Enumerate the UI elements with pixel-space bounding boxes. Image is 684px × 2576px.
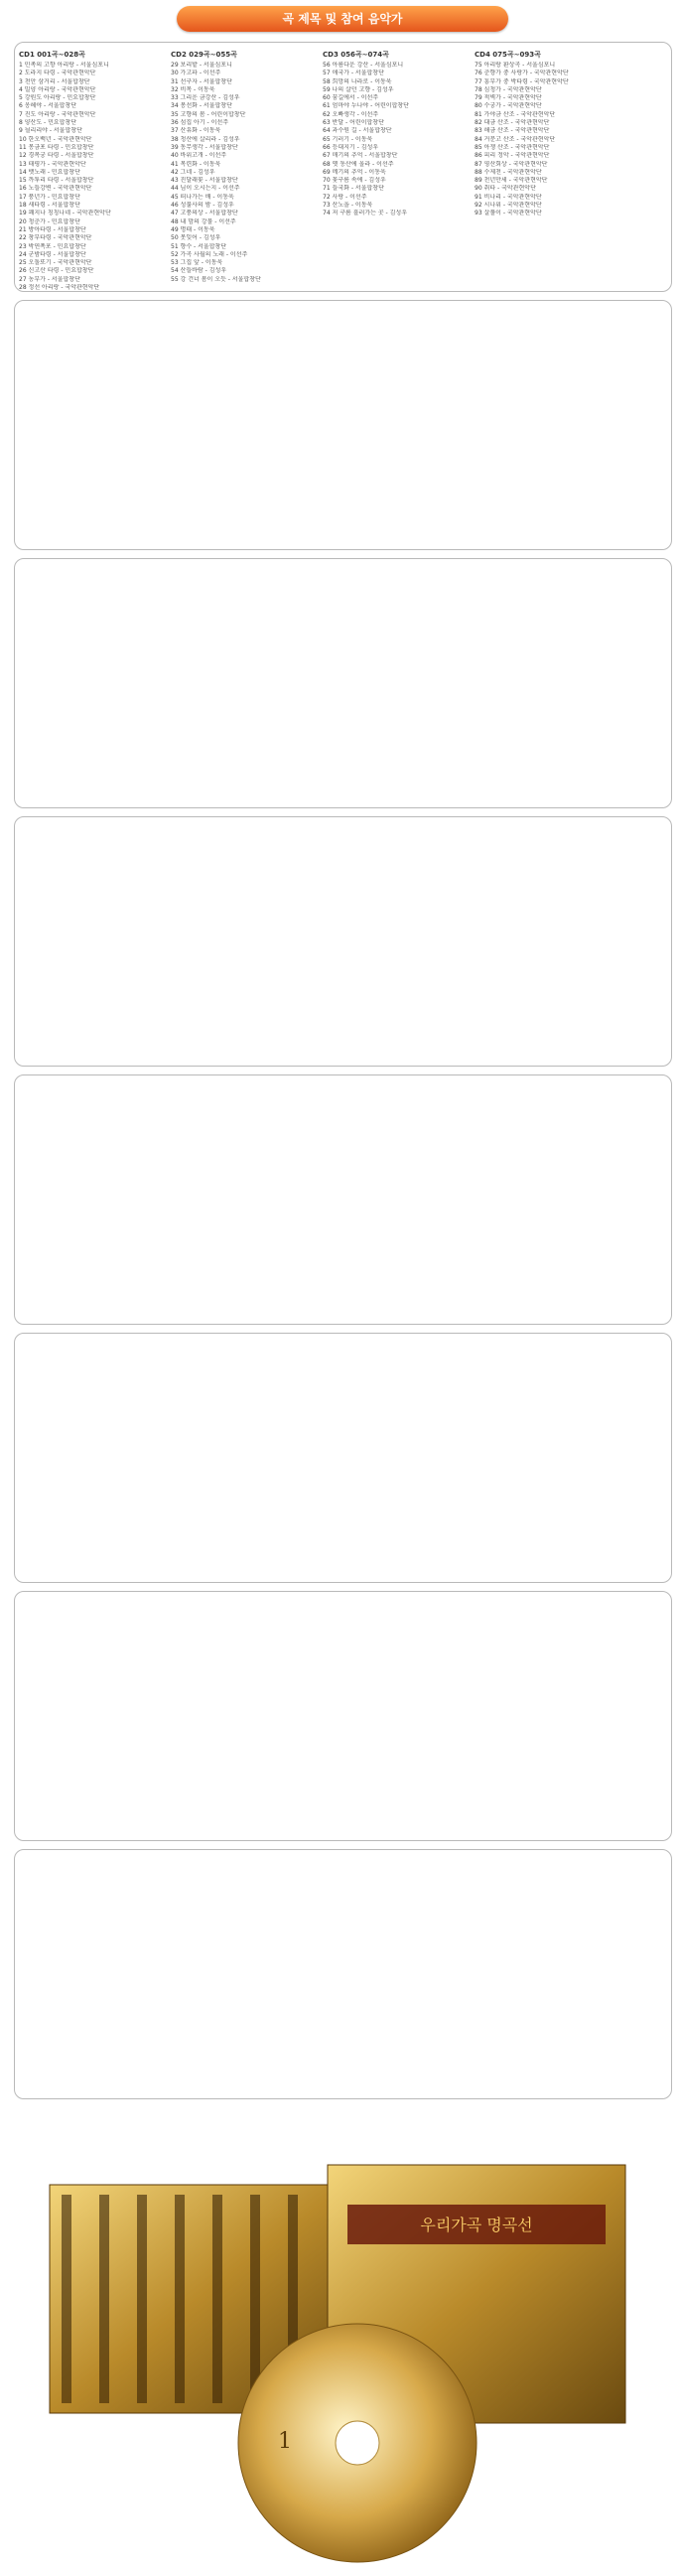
- track-item: 31 선구자 - 서울합창단: [171, 77, 232, 85]
- track-item: 40 바위고개 - 이선주: [171, 152, 227, 160]
- track-item: 46 성불사의 밤 - 김성우: [171, 202, 234, 210]
- track-item: 93 살풀이 - 국악관현악단: [475, 210, 542, 217]
- track-panel-5: [14, 1074, 672, 1325]
- track-item: 66 등대지기 - 김성우: [323, 143, 379, 151]
- product-image: [30, 2145, 655, 2572]
- track-item: 45 떠나가는 배 - 이동욱: [171, 193, 234, 201]
- disc-title: CD1 001곡~028곡: [19, 51, 85, 59]
- track-item: 56 아름다운 강산 - 서울심포니: [323, 62, 404, 69]
- track-item: 69 메기의 추억 - 이동욱: [323, 168, 386, 176]
- track-panel-8: [14, 1849, 672, 2099]
- track-item: 51 향수 - 서울합창단: [171, 242, 227, 250]
- track-item: 2 도라지 타령 - 국악관현악단: [19, 70, 96, 77]
- track-item: 50 못잊어 - 김성우: [171, 234, 221, 242]
- track-item: 65 기러기 - 이동욱: [323, 135, 373, 143]
- track-item: 62 오빠생각 - 이선주: [323, 110, 379, 118]
- box-label: 우리가곡 명곡선: [420, 2216, 533, 2234]
- track-item: 77 흥부가 중 박타령 - 국악관현악단: [475, 77, 569, 85]
- track-item: 54 산들바람 - 김성우: [171, 267, 227, 275]
- track-item: 76 춘향가 중 사랑가 - 국악관현악단: [475, 70, 569, 77]
- track-item: 92 시나위 - 국악관현악단: [475, 202, 542, 210]
- track-item: 33 그리운 금강산 - 김성우: [171, 94, 240, 102]
- track-item: 41 목련화 - 이동욱: [171, 160, 221, 168]
- track-item: 57 애국가 - 서울합창단: [323, 70, 384, 77]
- track-item: 81 가야금 산조 - 국악관현악단: [475, 110, 556, 118]
- track-item: 86 피리 정악 - 국악관현악단: [475, 152, 550, 160]
- track-item: 78 심청가 - 국악관현악단: [475, 85, 542, 93]
- track-item: 44 님이 오시는지 - 이선주: [171, 185, 240, 193]
- disc-column-4: [475, 51, 623, 292]
- track-item: 1 민족의 고향 아리랑 - 서울심포니: [19, 62, 109, 69]
- disc-title: CD3 056곡~074곡: [323, 51, 389, 59]
- track-item: 4 밀양 아리랑 - 국악관현악단: [19, 85, 96, 93]
- track-item: 72 사랑 - 이선주: [323, 193, 367, 201]
- track-item: 10 한오백년 - 국악관현악단: [19, 135, 92, 143]
- track-item: 67 매기의 추억 - 서울합창단: [323, 152, 398, 160]
- track-item: 39 동무생각 - 서울합창단: [171, 143, 238, 151]
- track-item: 38 청산에 살리라 - 김성우: [171, 135, 240, 143]
- disc-row-1: [19, 51, 667, 292]
- track-item: 28 정선 아리랑 - 국악관현악단: [19, 284, 100, 292]
- track-item: 79 적벽가 - 국악관현악단: [475, 94, 542, 102]
- track-list: [475, 62, 623, 218]
- track-item: 70 꽃구름 속에 - 김성우: [323, 177, 386, 185]
- disc-column-3: [323, 51, 472, 292]
- track-list: [171, 62, 320, 284]
- track-item: 17 풍년가 - 민요합창단: [19, 193, 80, 201]
- track-item: 60 꿈길에서 - 이선주: [323, 94, 379, 102]
- track-item: 9 늴리리야 - 서울합창단: [19, 127, 82, 135]
- track-item: 84 거문고 산조 - 국악관현악단: [475, 135, 556, 143]
- track-item: 64 과수원 길 - 서울합창단: [323, 127, 392, 135]
- track-panel-2: [14, 300, 672, 550]
- disc-title: CD2 029곡~055곡: [171, 51, 237, 59]
- track-item: 58 희망의 나라로 - 이동욱: [323, 77, 392, 85]
- track-item: 42 그네 - 김성우: [171, 168, 215, 176]
- track-item: 29 보리밭 - 서울심포니: [171, 62, 232, 69]
- page-title: 곡 제목 및 참여 음악가: [282, 12, 403, 26]
- track-item: 87 영산회상 - 국악관현악단: [475, 160, 548, 168]
- track-item: 91 비나리 - 국악관현악단: [475, 193, 542, 201]
- track-item: 61 엄마야 누나야 - 어린이합창단: [323, 102, 409, 110]
- disc-title: CD4 075곡~093곡: [475, 51, 541, 59]
- cd-number: 1: [278, 2429, 292, 2454]
- track-item: 59 나의 살던 고향 - 김성우: [323, 85, 394, 93]
- track-item: 22 창부타령 - 국악관현악단: [19, 234, 92, 242]
- track-list: [323, 62, 472, 218]
- track-item: 34 봉선화 - 서울합창단: [171, 102, 232, 110]
- track-item: 83 해금 산조 - 국악관현악단: [475, 127, 550, 135]
- track-item: 68 옛 동산에 올라 - 이선주: [323, 160, 394, 168]
- header-banner: [177, 6, 508, 32]
- track-item: 35 고향의 봄 - 어린이합창단: [171, 110, 246, 118]
- track-item: 52 가곡 사월의 노래 - 이선주: [171, 250, 248, 258]
- track-panel-7: [14, 1591, 672, 1841]
- disc-column-2: [171, 51, 320, 292]
- track-item: 24 군밤타령 - 서울합창단: [19, 250, 86, 258]
- track-panel-6: [14, 1333, 672, 1583]
- track-item: 71 들국화 - 서울합창단: [323, 185, 384, 193]
- track-item: 3 천안 삼거리 - 서울합창단: [19, 77, 90, 85]
- track-item: 14 뱃노래 - 민요합창단: [19, 168, 80, 176]
- track-item: 27 농부가 - 서울합창단: [19, 275, 80, 283]
- track-panel-3: [14, 558, 672, 808]
- track-item: 13 태평가 - 국악관현악단: [19, 160, 86, 168]
- track-item: 37 산유화 - 이동욱: [171, 127, 221, 135]
- track-item: 20 청춘가 - 민요합창단: [19, 217, 80, 225]
- track-item: 55 강 건너 봄이 오듯 - 서울합창단: [171, 275, 261, 283]
- track-item: 75 아리랑 환상곡 - 서울심포니: [475, 62, 556, 69]
- track-item: 5 강원도 아리랑 - 민요합창단: [19, 94, 96, 102]
- track-item: 23 박연폭포 - 민요합창단: [19, 242, 86, 250]
- track-item: 32 비목 - 이동욱: [171, 85, 215, 93]
- track-item: 47 고풍의상 - 서울합창단: [171, 210, 238, 217]
- track-item: 25 오돌또기 - 국악관현악단: [19, 259, 92, 267]
- product-illustration: [30, 2145, 655, 2572]
- track-item: 73 산노을 - 이동욱: [323, 202, 373, 210]
- track-item: 53 그집 앞 - 이동욱: [171, 259, 223, 267]
- track-item: 18 새타령 - 서울합창단: [19, 202, 80, 210]
- track-item: 63 반달 - 어린이합창단: [323, 119, 384, 127]
- disc-column-1: [19, 51, 168, 292]
- track-item: 36 섬집 아기 - 이선주: [171, 119, 229, 127]
- track-panel-4: [14, 816, 672, 1067]
- track-item: 80 수궁가 - 국악관현악단: [475, 102, 542, 110]
- track-item: 85 아쟁 산조 - 국악관현악단: [475, 143, 550, 151]
- track-item: 82 대금 산조 - 국악관현악단: [475, 119, 550, 127]
- track-item: 11 몽금포 타령 - 민요합창단: [19, 143, 94, 151]
- track-item: 19 쾌지나 칭칭나네 - 국악관현악단: [19, 210, 111, 217]
- track-list: [19, 62, 168, 292]
- track-item: 48 내 맘의 강물 - 이선주: [171, 217, 236, 225]
- track-item: 6 옹헤야 - 서울합창단: [19, 102, 77, 110]
- track-item: 74 저 구름 흘러가는 곳 - 김성우: [323, 210, 407, 217]
- track-item: 7 진도 아리랑 - 국악관현악단: [19, 110, 96, 118]
- cd-disc: [238, 2324, 477, 2562]
- track-item: 89 천년만세 - 국악관현악단: [475, 177, 548, 185]
- track-item: 12 경복궁 타령 - 서울합창단: [19, 152, 94, 160]
- track-panel-1: [14, 42, 672, 292]
- track-item: 8 양산도 - 민요합창단: [19, 119, 77, 127]
- track-item: 90 취타 - 국악관현악단: [475, 185, 536, 193]
- track-item: 43 진달래꽃 - 서울합창단: [171, 177, 238, 185]
- track-item: 26 신고산 타령 - 민요합창단: [19, 267, 94, 275]
- track-item: 30 가고파 - 이선주: [171, 70, 221, 77]
- track-item: 16 노들강변 - 국악관현악단: [19, 185, 92, 193]
- track-item: 88 수제천 - 국악관현악단: [475, 168, 542, 176]
- track-item: 21 방아타령 - 서울합창단: [19, 225, 86, 233]
- track-item: 49 명태 - 이동욱: [171, 225, 215, 233]
- track-item: 15 까투리 타령 - 서울합창단: [19, 177, 94, 185]
